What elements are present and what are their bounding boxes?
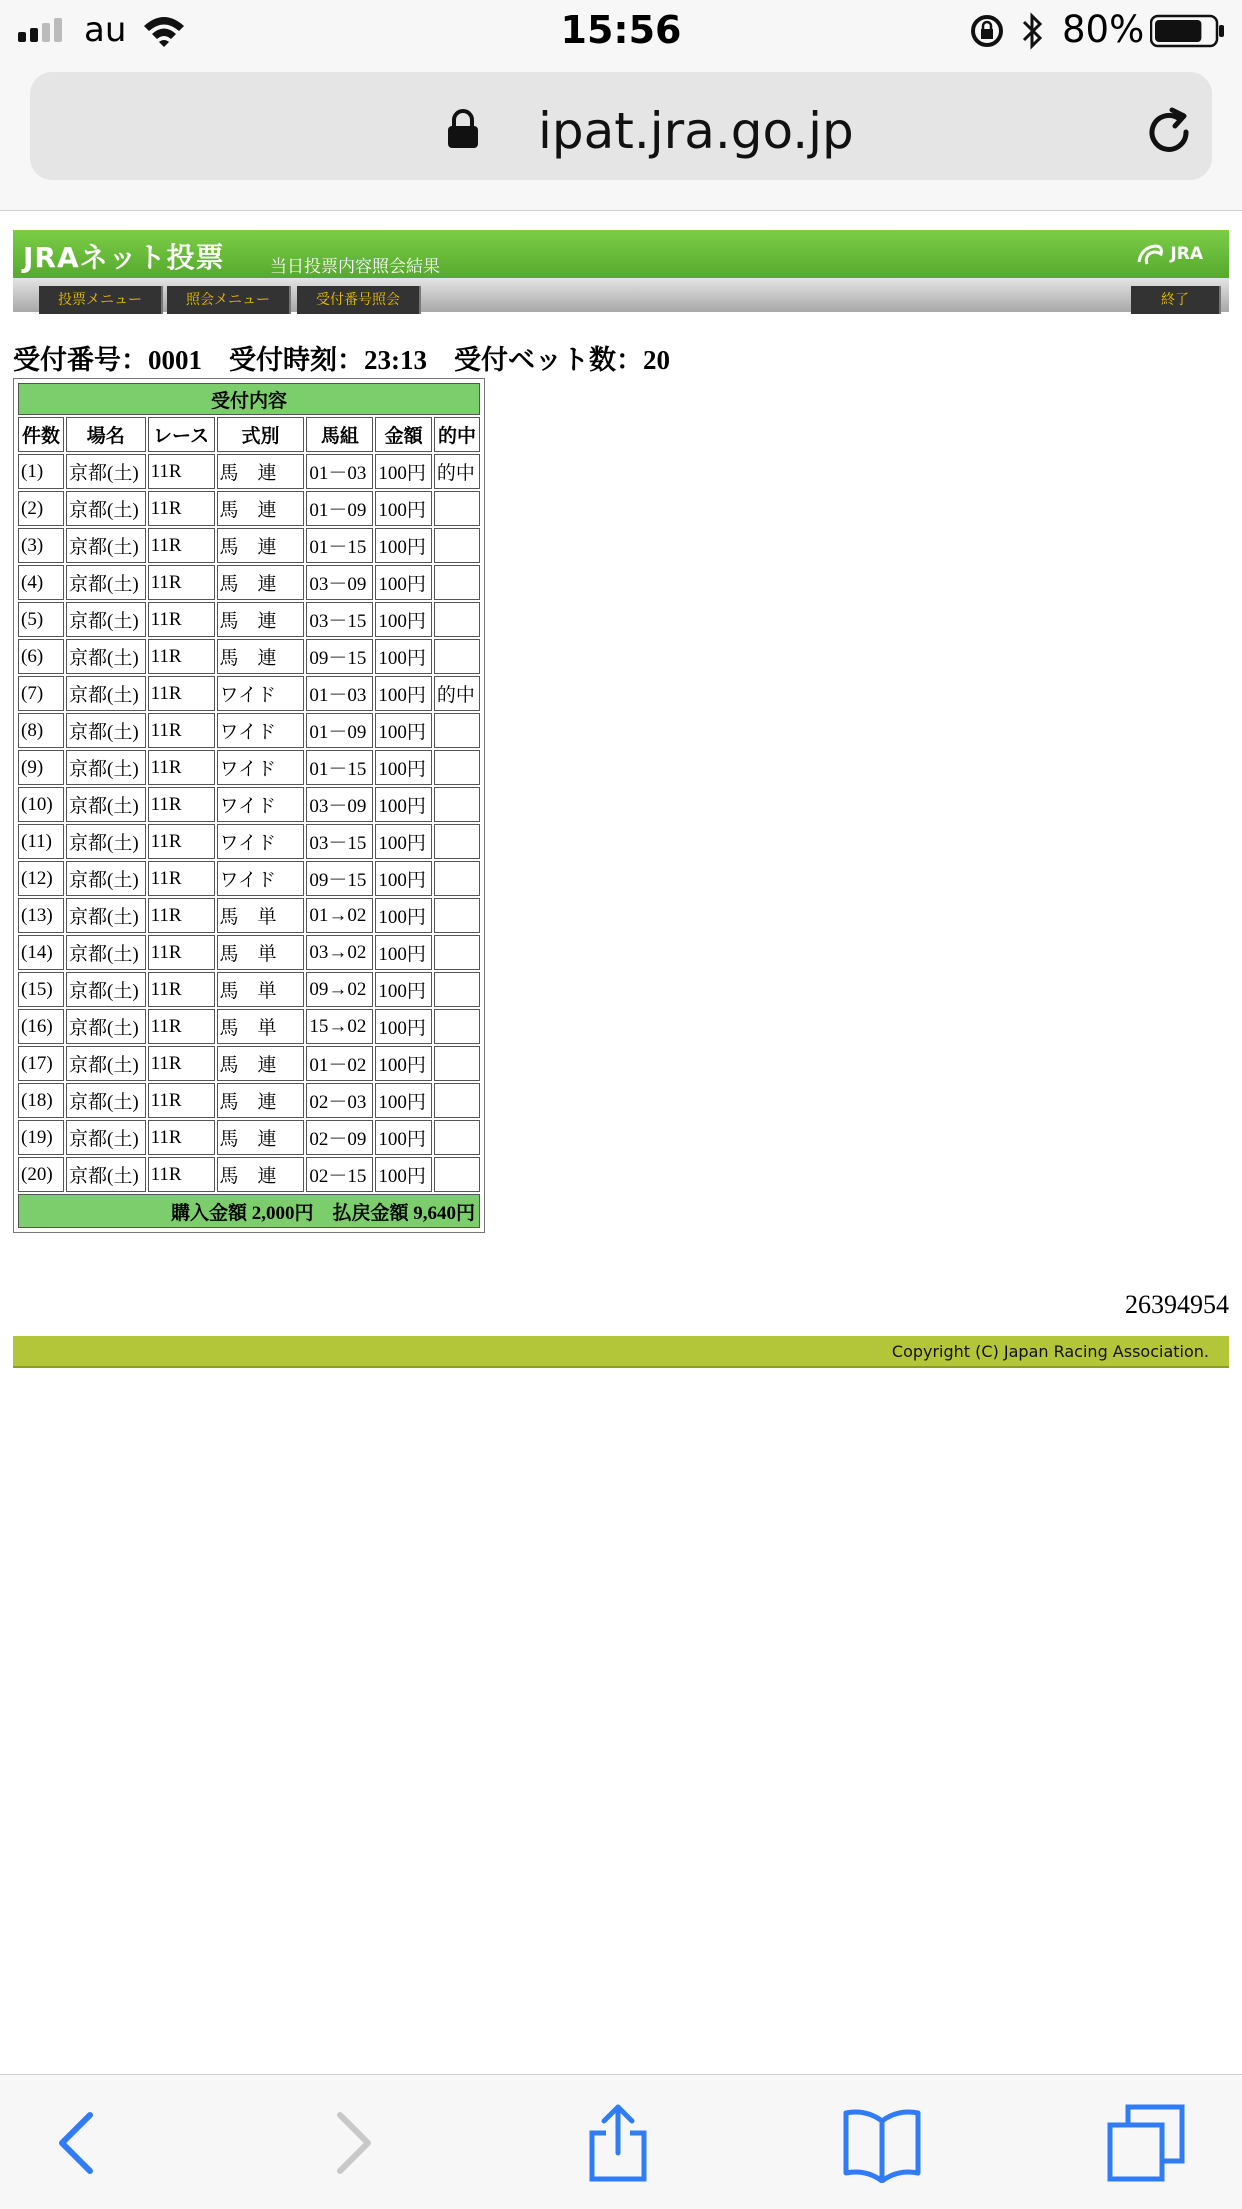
table-row xyxy=(18,602,480,637)
table-row xyxy=(18,1157,480,1192)
battery-icon xyxy=(1150,14,1226,48)
cell-combination: 03－15 xyxy=(306,824,373,859)
cell-hit xyxy=(434,787,480,822)
cell-venue: 京都(土) xyxy=(66,824,146,859)
header-count: 件数 xyxy=(18,417,64,452)
cell-hit xyxy=(434,1083,480,1118)
url-text: ipat.jra.go.jp xyxy=(538,102,854,160)
cell-race: 11R xyxy=(148,454,215,489)
cell-race: 11R xyxy=(148,491,215,526)
cell-count: (5) xyxy=(18,602,64,637)
cell-hit: 的中 xyxy=(434,454,480,489)
cell-hit xyxy=(434,565,480,600)
cell-venue: 京都(土) xyxy=(66,454,146,489)
cell-combination: 01→02 xyxy=(306,898,373,933)
cell-amount: 100円 xyxy=(375,676,432,711)
cell-race: 11R xyxy=(148,787,215,822)
cell-race: 11R xyxy=(148,824,215,859)
bet-table-container xyxy=(13,378,485,1233)
cell-combination: 03－09 xyxy=(306,787,373,822)
carrier-label: au xyxy=(84,10,127,50)
cell-bet-type: ワイド xyxy=(217,824,305,859)
cell-count: (17) xyxy=(18,1046,64,1081)
cell-venue: 京都(土) xyxy=(66,898,146,933)
cell-amount: 100円 xyxy=(375,972,432,1007)
cell-bet-type: 馬 単 xyxy=(217,972,305,1007)
cell-race: 11R xyxy=(148,1046,215,1081)
cell-race: 11R xyxy=(148,898,215,933)
cell-race: 11R xyxy=(148,1009,215,1044)
copyright-text: Copyright (C) Japan Racing Association. xyxy=(891,1342,1209,1361)
reference-number: 26394954 xyxy=(1125,1290,1229,1319)
table-row xyxy=(18,898,480,933)
cell-bet-type: ワイド xyxy=(217,787,305,822)
table-row xyxy=(18,935,480,970)
forward-icon[interactable] xyxy=(312,2103,392,2183)
cell-combination: 09－15 xyxy=(306,639,373,674)
table-row xyxy=(18,528,480,563)
header-venue: 場名 xyxy=(66,417,146,452)
cell-count: (9) xyxy=(18,750,64,785)
cell-venue: 京都(土) xyxy=(66,750,146,785)
cell-count: (11) xyxy=(18,824,64,859)
jra-footer xyxy=(13,1336,1229,1368)
cell-combination: 03－15 xyxy=(306,602,373,637)
cell-count: (7) xyxy=(18,676,64,711)
battery-percent: 80% xyxy=(1062,8,1145,51)
cell-amount: 100円 xyxy=(375,528,432,563)
cell-hit xyxy=(434,1046,480,1081)
cell-bet-type: 馬 連 xyxy=(217,528,305,563)
cell-venue: 京都(土) xyxy=(66,676,146,711)
cell-bet-type: ワイド xyxy=(217,750,305,785)
cell-amount: 100円 xyxy=(375,935,432,970)
cell-bet-type: 馬 連 xyxy=(217,639,305,674)
cell-venue: 京都(土) xyxy=(66,861,146,896)
jra-logo[interactable]: JRAネット投票 xyxy=(23,241,225,274)
cell-hit xyxy=(434,713,480,748)
cell-count: (3) xyxy=(18,528,64,563)
cell-count: (4) xyxy=(18,565,64,600)
table-header-row xyxy=(18,417,480,452)
cell-hit xyxy=(434,1157,480,1192)
cell-race: 11R xyxy=(148,639,215,674)
table-row xyxy=(18,1009,480,1044)
cell-hit xyxy=(434,898,480,933)
back-icon[interactable] xyxy=(38,2103,118,2183)
cell-count: (15) xyxy=(18,972,64,1007)
jra-horse-icon xyxy=(1135,242,1165,268)
jra-header xyxy=(13,230,1229,278)
cell-race: 11R xyxy=(148,565,215,600)
cell-combination: 02－15 xyxy=(306,1157,373,1192)
cell-venue: 京都(土) xyxy=(66,1120,146,1155)
cell-race: 11R xyxy=(148,750,215,785)
cell-venue: 京都(土) xyxy=(66,1157,146,1192)
inquiry-menu-button[interactable]: 照会メニュー xyxy=(167,286,291,314)
cell-amount: 100円 xyxy=(375,824,432,859)
cell-combination: 15→02 xyxy=(306,1009,373,1044)
table-row xyxy=(18,750,480,785)
cell-count: (19) xyxy=(18,1120,64,1155)
cell-hit xyxy=(434,750,480,785)
cell-race: 11R xyxy=(148,602,215,637)
header-combination: 馬組 xyxy=(306,417,373,452)
cell-venue: 京都(土) xyxy=(66,787,146,822)
cell-amount: 100円 xyxy=(375,639,432,674)
status-time: 15:56 xyxy=(560,8,682,52)
cell-count: (16) xyxy=(18,1009,64,1044)
cell-hit xyxy=(434,1120,480,1155)
share-icon[interactable] xyxy=(578,2103,658,2183)
cell-hit xyxy=(434,861,480,896)
receipt-inquiry-button[interactable]: 受付番号照会 xyxy=(297,286,421,314)
cell-hit xyxy=(434,824,480,859)
cell-amount: 100円 xyxy=(375,1083,432,1118)
bookmarks-icon[interactable] xyxy=(842,2103,922,2183)
cell-bet-type: 馬 連 xyxy=(217,1046,305,1081)
cell-combination: 02－09 xyxy=(306,1120,373,1155)
cell-count: (8) xyxy=(18,713,64,748)
cell-bet-type: 馬 連 xyxy=(217,602,305,637)
vote-menu-button[interactable]: 投票メニュー xyxy=(39,286,163,314)
table-row xyxy=(18,565,480,600)
header-race: レース xyxy=(148,417,215,452)
cell-race: 11R xyxy=(148,1157,215,1192)
table-footer-row xyxy=(18,1194,480,1228)
cell-count: (12) xyxy=(18,861,64,896)
cell-venue: 京都(土) xyxy=(66,1083,146,1118)
cell-race: 11R xyxy=(148,1083,215,1118)
cell-combination: 01－15 xyxy=(306,528,373,563)
cell-venue: 京都(土) xyxy=(66,565,146,600)
cell-race: 11R xyxy=(148,528,215,563)
cell-count: (14) xyxy=(18,935,64,970)
cell-amount: 100円 xyxy=(375,454,432,489)
cell-bet-type: 馬 単 xyxy=(217,1009,305,1044)
table-row xyxy=(18,787,480,822)
cell-amount: 100円 xyxy=(375,1120,432,1155)
cell-amount: 100円 xyxy=(375,750,432,785)
cell-count: (20) xyxy=(18,1157,64,1192)
header-hit: 的中 xyxy=(434,417,480,452)
cell-bet-type: 馬 連 xyxy=(217,1157,305,1192)
cell-hit xyxy=(434,639,480,674)
cell-combination: 02－03 xyxy=(306,1083,373,1118)
bluetooth-icon xyxy=(1020,12,1046,50)
table-row xyxy=(18,713,480,748)
cell-hit xyxy=(434,528,480,563)
table-row xyxy=(18,491,480,526)
tabs-icon[interactable] xyxy=(1106,2103,1186,2183)
cell-hit xyxy=(434,602,480,637)
header-bet-type: 式別 xyxy=(217,417,305,452)
cell-bet-type: ワイド xyxy=(217,676,305,711)
cell-venue: 京都(土) xyxy=(66,935,146,970)
cell-hit: 的中 xyxy=(434,676,480,711)
cell-bet-type: ワイド xyxy=(217,861,305,896)
cell-count: (6) xyxy=(18,639,64,674)
cell-count: (1) xyxy=(18,454,64,489)
cell-combination: 03→02 xyxy=(306,935,373,970)
cell-bet-type: 馬 連 xyxy=(217,1120,305,1155)
browser-address-area xyxy=(0,62,1242,211)
table-row xyxy=(18,824,480,859)
cell-venue: 京都(土) xyxy=(66,713,146,748)
cell-combination: 01－03 xyxy=(306,454,373,489)
cell-combination: 09→02 xyxy=(306,972,373,1007)
cell-venue: 京都(土) xyxy=(66,972,146,1007)
cell-amount: 100円 xyxy=(375,861,432,896)
table-row xyxy=(18,639,480,674)
cell-amount: 100円 xyxy=(375,1046,432,1081)
cell-combination: 01－02 xyxy=(306,1046,373,1081)
cell-race: 11R xyxy=(148,713,215,748)
cell-combination: 09－15 xyxy=(306,861,373,896)
jra-brand: JRA xyxy=(1170,244,1203,264)
cell-combination: 01－09 xyxy=(306,491,373,526)
cell-bet-type: 馬 連 xyxy=(217,454,305,489)
cell-count: (13) xyxy=(18,898,64,933)
cell-venue: 京都(土) xyxy=(66,639,146,674)
cell-race: 11R xyxy=(148,972,215,1007)
cell-amount: 100円 xyxy=(375,898,432,933)
cell-race: 11R xyxy=(148,861,215,896)
cell-venue: 京都(土) xyxy=(66,602,146,637)
table-row xyxy=(18,972,480,1007)
cell-amount: 100円 xyxy=(375,713,432,748)
browser-toolbar xyxy=(0,2074,1242,2209)
cell-bet-type: 馬 連 xyxy=(217,491,305,526)
cell-count: (10) xyxy=(18,787,64,822)
cell-race: 11R xyxy=(148,676,215,711)
cell-hit xyxy=(434,935,480,970)
lock-icon xyxy=(446,108,480,150)
receipt-info: 受付番号：0001 受付時刻：23:13 受付ベット数：20 xyxy=(13,345,670,375)
cell-amount: 100円 xyxy=(375,565,432,600)
purchase-payout-total: 購入金額 2,000円 払戻金額 9,640円 xyxy=(18,1194,480,1228)
cell-bet-type: 馬 連 xyxy=(217,1083,305,1118)
cell-amount: 100円 xyxy=(375,787,432,822)
cell-combination: 01－09 xyxy=(306,713,373,748)
cell-race: 11R xyxy=(148,935,215,970)
cell-combination: 01－15 xyxy=(306,750,373,785)
jra-navbar xyxy=(13,278,1229,312)
rotation-lock-icon xyxy=(968,12,1006,50)
table-row xyxy=(18,1120,480,1155)
header-amount: 金額 xyxy=(375,417,432,452)
cell-combination: 03－09 xyxy=(306,565,373,600)
table-row xyxy=(18,861,480,896)
table-row xyxy=(18,454,480,489)
address-bar[interactable] xyxy=(30,72,1212,180)
cell-hit xyxy=(434,1009,480,1044)
cell-hit xyxy=(434,491,480,526)
cell-amount: 100円 xyxy=(375,1009,432,1044)
cell-venue: 京都(土) xyxy=(66,528,146,563)
cell-bet-type: 馬 連 xyxy=(217,565,305,600)
cell-amount: 100円 xyxy=(375,1157,432,1192)
cell-count: (18) xyxy=(18,1083,64,1118)
cell-hit xyxy=(434,972,480,1007)
cell-venue: 京都(土) xyxy=(66,1009,146,1044)
cell-amount: 100円 xyxy=(375,491,432,526)
cell-bet-type: 馬 単 xyxy=(217,935,305,970)
table-row xyxy=(18,1083,480,1118)
cell-venue: 京都(土) xyxy=(66,491,146,526)
cell-bet-type: 馬 単 xyxy=(217,898,305,933)
cell-amount: 100円 xyxy=(375,602,432,637)
table-caption: 受付内容 xyxy=(18,383,480,415)
cell-combination: 01－03 xyxy=(306,676,373,711)
exit-button[interactable]: 終了 xyxy=(1131,286,1221,314)
cell-count: (2) xyxy=(18,491,64,526)
bet-table xyxy=(16,381,482,1230)
status-bar xyxy=(0,0,1242,62)
page-subtitle: 当日投票内容照会結果 xyxy=(270,257,440,277)
table-row xyxy=(18,676,480,711)
cell-bet-type: ワイド xyxy=(217,713,305,748)
cell-race: 11R xyxy=(148,1120,215,1155)
reload-icon[interactable] xyxy=(1142,104,1198,160)
cell-venue: 京都(土) xyxy=(66,1046,146,1081)
table-row xyxy=(18,1046,480,1081)
